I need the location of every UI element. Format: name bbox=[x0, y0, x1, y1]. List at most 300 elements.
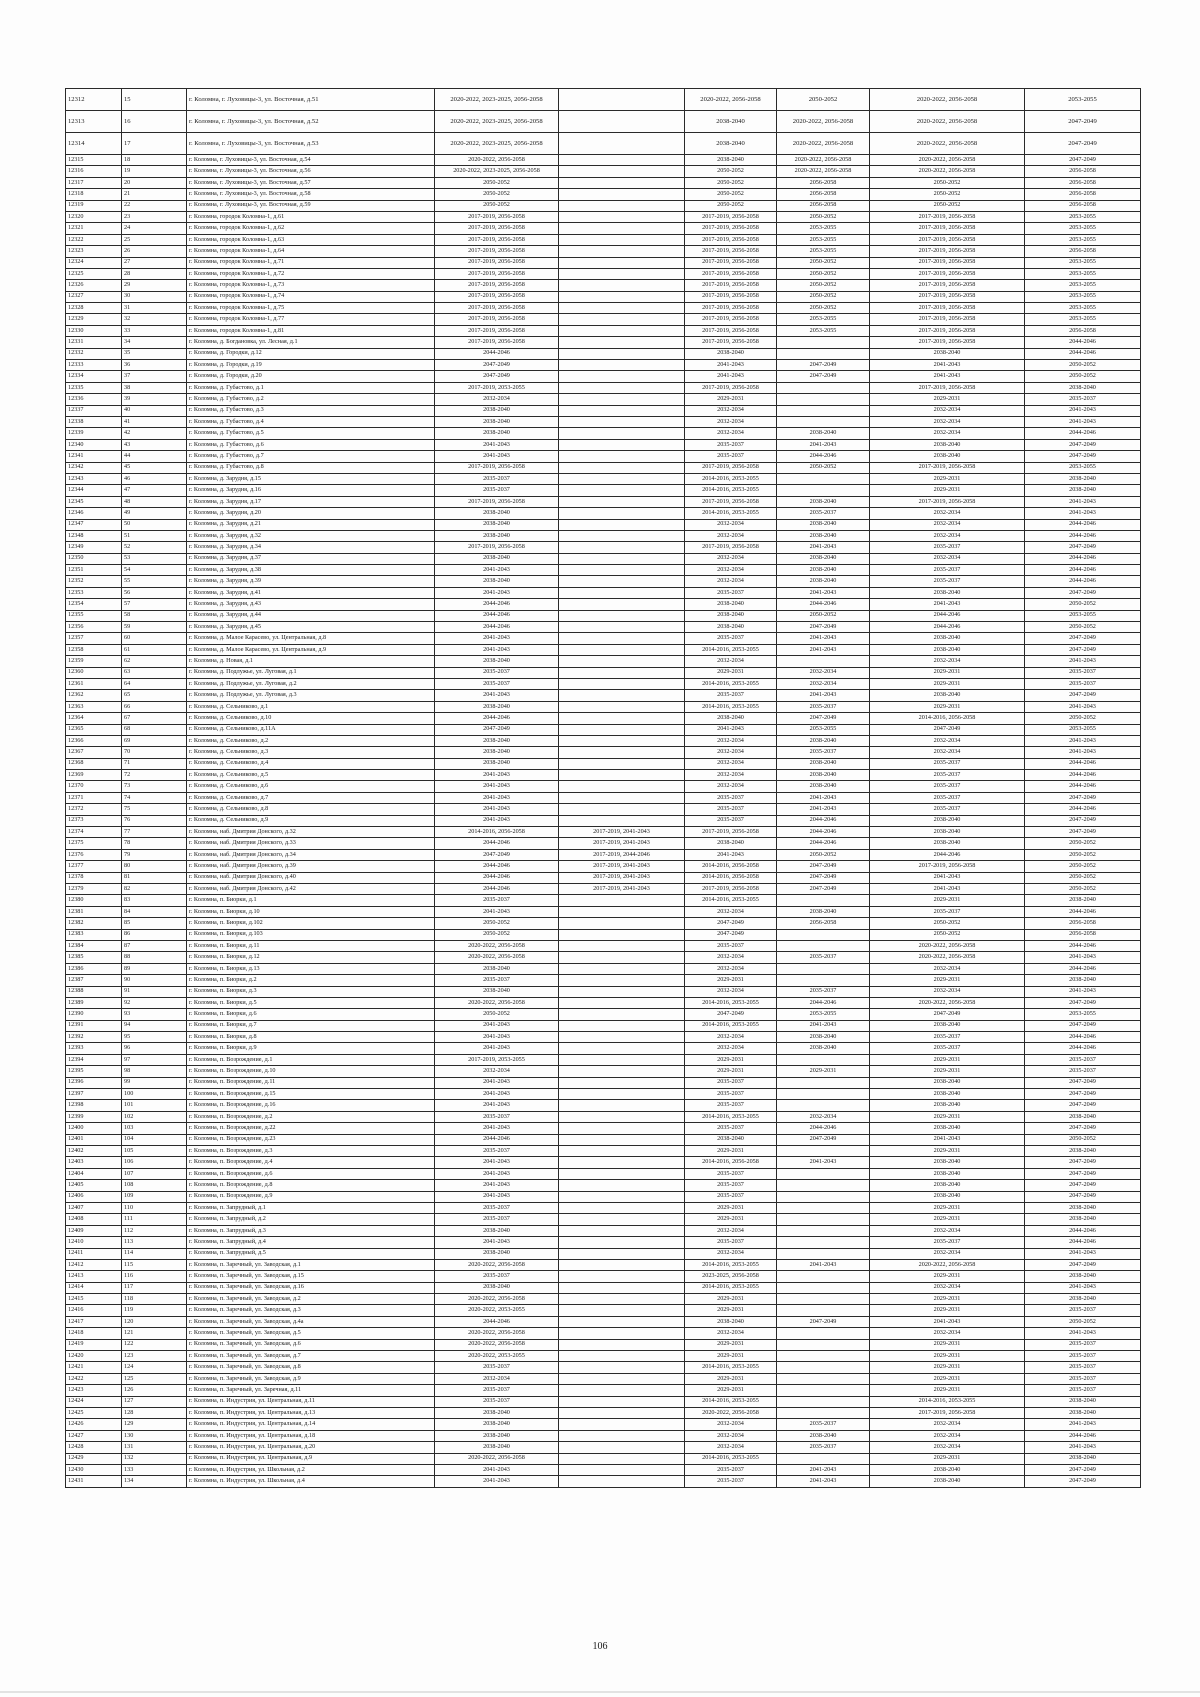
row-id-cell: 12387 bbox=[66, 975, 122, 986]
period-cell-1: 2020-2022, 2023-2025, 2056-2058 bbox=[435, 133, 559, 155]
period-cell-2 bbox=[559, 576, 685, 587]
period-cell-5: 2035-2037 bbox=[870, 1032, 1025, 1043]
period-cell-6: 2047-2049 bbox=[1025, 690, 1141, 701]
row-number-cell: 51 bbox=[122, 530, 187, 541]
row-number-cell: 107 bbox=[122, 1168, 187, 1179]
period-cell-6: 2056-2058 bbox=[1025, 200, 1141, 211]
period-cell-5: 2020-2022, 2056-2058 bbox=[870, 133, 1025, 155]
period-cell-5: 2017-2019, 2056-2058 bbox=[870, 303, 1025, 314]
period-cell-6: 2038-2040 bbox=[1025, 1111, 1141, 1122]
address-cell: г. Коломна, г. Луховицы-3, ул. Восточная, д.56 bbox=[187, 166, 435, 177]
period-cell-2 bbox=[559, 473, 685, 484]
period-cell-6: 2050-2052 bbox=[1025, 1134, 1141, 1145]
row-id-cell: 12318 bbox=[66, 189, 122, 200]
row-number-cell: 22 bbox=[122, 200, 187, 211]
table-row bbox=[66, 234, 1141, 245]
table-row bbox=[66, 610, 1141, 621]
row-id-cell: 12336 bbox=[66, 394, 122, 405]
period-cell-6: 2044-2046 bbox=[1025, 906, 1141, 917]
period-cell-1: 2041-2043 bbox=[435, 792, 559, 803]
address-cell: г. Коломна, п. Заречный, ул. Заводская, д.2 bbox=[187, 1294, 435, 1305]
row-number-cell: 90 bbox=[122, 975, 187, 986]
period-cell-1: 2020-2022, 2056-2058 bbox=[435, 952, 559, 963]
row-number-cell: 35 bbox=[122, 348, 187, 359]
period-cell-4: 2038-2040 bbox=[777, 576, 870, 587]
period-cell-2 bbox=[559, 656, 685, 667]
period-cell-1: 2038-2040 bbox=[435, 416, 559, 427]
table-row bbox=[66, 827, 1141, 838]
period-cell-4: 2056-2058 bbox=[777, 200, 870, 211]
row-id-cell: 12355 bbox=[66, 610, 122, 621]
period-cell-4: 2041-2043 bbox=[777, 792, 870, 803]
period-cell-4: 2035-2037 bbox=[777, 986, 870, 997]
table-row bbox=[66, 1362, 1141, 1373]
period-cell-2 bbox=[559, 1089, 685, 1100]
period-cell-5: 2020-2022, 2056-2058 bbox=[870, 155, 1025, 166]
period-cell-3: 2032-2034 bbox=[685, 758, 777, 769]
row-id-cell: 12397 bbox=[66, 1089, 122, 1100]
period-cell-5: 2017-2019, 2056-2058 bbox=[870, 382, 1025, 393]
period-cell-1: 2020-2022, 2056-2058 bbox=[435, 940, 559, 951]
period-cell-3: 2029-2031 bbox=[685, 1385, 777, 1396]
address-cell: г. Коломна, д. Губастово, д.1 bbox=[187, 382, 435, 393]
period-cell-6: 2041-2043 bbox=[1025, 405, 1141, 416]
period-cell-1: 2038-2040 bbox=[435, 1225, 559, 1236]
row-id-cell: 12365 bbox=[66, 724, 122, 735]
period-cell-4: 2053-2055 bbox=[777, 223, 870, 234]
period-cell-6: 2044-2046 bbox=[1025, 348, 1141, 359]
address-cell: г. Коломна, г. Луховицы-3, ул. Восточная, д.58 bbox=[187, 189, 435, 200]
period-cell-6: 2047-2049 bbox=[1025, 1476, 1141, 1487]
period-cell-5: 2032-2034 bbox=[870, 747, 1025, 758]
period-cell-1: 2041-2043 bbox=[435, 1089, 559, 1100]
address-cell: г. Коломна, городок Коломна-1, д.63 bbox=[187, 234, 435, 245]
period-cell-3: 2014-2016, 2056-2058 bbox=[685, 1157, 777, 1168]
table-row bbox=[66, 155, 1141, 166]
period-cell-2 bbox=[559, 1305, 685, 1316]
period-cell-6: 2044-2046 bbox=[1025, 1225, 1141, 1236]
period-cell-4: 2041-2043 bbox=[777, 644, 870, 655]
period-cell-3: 2032-2034 bbox=[685, 656, 777, 667]
period-cell-1: 2050-2052 bbox=[435, 929, 559, 940]
address-cell: г. Коломна, д. Богдановка, ул. Лесная, д.1 bbox=[187, 337, 435, 348]
period-cell-4: 2047-2049 bbox=[777, 1316, 870, 1327]
row-id-cell: 12363 bbox=[66, 701, 122, 712]
period-cell-2 bbox=[559, 1054, 685, 1065]
row-number-cell: 44 bbox=[122, 451, 187, 462]
period-cell-3: 2017-2019, 2056-2058 bbox=[685, 884, 777, 895]
row-number-cell: 106 bbox=[122, 1157, 187, 1168]
period-cell-2 bbox=[559, 200, 685, 211]
period-cell-5: 2017-2019, 2056-2058 bbox=[870, 337, 1025, 348]
period-cell-2: 2017-2019, 2041-2043 bbox=[559, 838, 685, 849]
period-cell-2 bbox=[559, 1396, 685, 1407]
period-cell-6: 2047-2049 bbox=[1025, 997, 1141, 1008]
period-cell-1: 2038-2040 bbox=[435, 530, 559, 541]
period-cell-4: 2038-2040 bbox=[777, 519, 870, 530]
period-cell-4: 2044-2046 bbox=[777, 815, 870, 826]
row-number-cell: 115 bbox=[122, 1259, 187, 1270]
table-row bbox=[66, 451, 1141, 462]
period-cell-6: 2047-2049 bbox=[1025, 1464, 1141, 1475]
period-cell-1: 2020-2022, 2023-2025, 2056-2058 bbox=[435, 111, 559, 133]
period-cell-3: 2014-2016, 2053-2055 bbox=[685, 1259, 777, 1270]
period-cell-4 bbox=[777, 1100, 870, 1111]
address-cell: г. Коломна, наб. Дмитрия Донского, д.40 bbox=[187, 872, 435, 883]
period-cell-6: 2050-2052 bbox=[1025, 713, 1141, 724]
period-cell-2 bbox=[559, 234, 685, 245]
period-cell-3: 2035-2037 bbox=[685, 439, 777, 450]
period-cell-4 bbox=[777, 1214, 870, 1225]
row-number-cell: 116 bbox=[122, 1271, 187, 1282]
period-cell-1: 2017-2019, 2056-2058 bbox=[435, 291, 559, 302]
address-cell: г. Коломна, п. Биорки, д.7 bbox=[187, 1020, 435, 1031]
address-cell: г. Коломна, п. Запрудный, д.2 bbox=[187, 1214, 435, 1225]
row-id-cell: 12357 bbox=[66, 633, 122, 644]
table-row bbox=[66, 861, 1141, 872]
address-cell: г. Коломна, п. Индустрия, ул. Центральная, д.20 bbox=[187, 1442, 435, 1453]
row-id-cell: 12373 bbox=[66, 815, 122, 826]
address-cell: г. Коломна, п. Запрудный, д.4 bbox=[187, 1237, 435, 1248]
period-cell-5: 2029-2031 bbox=[870, 1351, 1025, 1362]
period-cell-1: 2017-2019, 2056-2058 bbox=[435, 542, 559, 553]
period-cell-1: 2044-2046 bbox=[435, 713, 559, 724]
address-cell: г. Коломна, д. Сельниково, д.6 bbox=[187, 781, 435, 792]
address-cell: г. Коломна, городок Коломна-1, д.73 bbox=[187, 280, 435, 291]
period-cell-1: 2017-2019, 2056-2058 bbox=[435, 280, 559, 291]
period-cell-1: 2035-2037 bbox=[435, 667, 559, 678]
table-row bbox=[66, 735, 1141, 746]
address-cell: г. Коломна, д. Зарудня, д.15 bbox=[187, 473, 435, 484]
period-cell-4 bbox=[777, 1373, 870, 1384]
period-cell-6: 2050-2052 bbox=[1025, 1316, 1141, 1327]
address-cell: г. Коломна, п. Запрудный, д.3 bbox=[187, 1225, 435, 1236]
row-number-cell: 32 bbox=[122, 314, 187, 325]
period-cell-5: 2017-2019, 2056-2058 bbox=[870, 291, 1025, 302]
row-id-cell: 12323 bbox=[66, 246, 122, 257]
register-table bbox=[65, 88, 1141, 1488]
period-cell-1: 2044-2046 bbox=[435, 1134, 559, 1145]
period-cell-3: 2038-2040 bbox=[685, 155, 777, 166]
period-cell-2 bbox=[559, 1339, 685, 1350]
period-cell-6: 2050-2052 bbox=[1025, 849, 1141, 860]
address-cell: г. Коломна, п. Заречный, ул. Заводская, д.8 bbox=[187, 1362, 435, 1373]
period-cell-2 bbox=[559, 519, 685, 530]
period-cell-2: 2017-2019, 2041-2043 bbox=[559, 872, 685, 883]
period-cell-1: 2050-2052 bbox=[435, 177, 559, 188]
period-cell-6: 2038-2040 bbox=[1025, 1407, 1141, 1418]
address-cell: г. Коломна, п. Заречный, ул. Заводская, д.6 bbox=[187, 1339, 435, 1350]
period-cell-4: 2041-2043 bbox=[777, 1157, 870, 1168]
row-id-cell: 12344 bbox=[66, 485, 122, 496]
table-row bbox=[66, 1351, 1141, 1362]
row-number-cell: 50 bbox=[122, 519, 187, 530]
period-cell-4: 2020-2022, 2056-2058 bbox=[777, 111, 870, 133]
period-cell-3: 2032-2034 bbox=[685, 747, 777, 758]
table-row bbox=[66, 462, 1141, 473]
period-cell-5: 2050-2052 bbox=[870, 200, 1025, 211]
period-cell-6: 2047-2049 bbox=[1025, 1077, 1141, 1088]
period-cell-2 bbox=[559, 405, 685, 416]
address-cell: г. Коломна, д. Губастово, д.7 bbox=[187, 451, 435, 462]
period-cell-2 bbox=[559, 1271, 685, 1282]
period-cell-3: 2014-2016, 2053-2055 bbox=[685, 1453, 777, 1464]
period-cell-4 bbox=[777, 1396, 870, 1407]
period-cell-2 bbox=[559, 189, 685, 200]
period-cell-1: 2017-2019, 2053-2055 bbox=[435, 382, 559, 393]
period-cell-2 bbox=[559, 667, 685, 678]
address-cell: г. Коломна, д. Зарудня, д.21 bbox=[187, 519, 435, 530]
row-number-cell: 55 bbox=[122, 576, 187, 587]
table-row bbox=[66, 656, 1141, 667]
period-cell-4 bbox=[777, 656, 870, 667]
row-number-cell: 45 bbox=[122, 462, 187, 473]
table-row bbox=[66, 667, 1141, 678]
address-cell: г. Коломна, п. Биорки, д.6 bbox=[187, 1009, 435, 1020]
period-cell-5: 2032-2034 bbox=[870, 735, 1025, 746]
period-cell-3: 2014-2016, 2053-2055 bbox=[685, 1111, 777, 1122]
row-id-cell: 12369 bbox=[66, 770, 122, 781]
period-cell-6: 2044-2046 bbox=[1025, 770, 1141, 781]
period-cell-2 bbox=[559, 690, 685, 701]
row-number-cell: 121 bbox=[122, 1328, 187, 1339]
period-cell-2 bbox=[559, 1373, 685, 1384]
period-cell-4: 2053-2055 bbox=[777, 1009, 870, 1020]
period-cell-6: 2050-2052 bbox=[1025, 884, 1141, 895]
period-cell-6: 2041-2043 bbox=[1025, 747, 1141, 758]
row-number-cell: 82 bbox=[122, 884, 187, 895]
period-cell-5: 2035-2037 bbox=[870, 781, 1025, 792]
row-number-cell: 27 bbox=[122, 257, 187, 268]
address-cell: г. Коломна, п. Заречный, ул. Заводская, д.7 bbox=[187, 1351, 435, 1362]
row-id-cell: 12371 bbox=[66, 792, 122, 803]
row-id-cell: 12335 bbox=[66, 382, 122, 393]
period-cell-4: 2038-2040 bbox=[777, 530, 870, 541]
period-cell-4 bbox=[777, 929, 870, 940]
address-cell: г. Коломна, п. Возрождение, д.2 bbox=[187, 1111, 435, 1122]
address-cell: г. Коломна, д. Подлужье, ул. Луговая, д.1 bbox=[187, 667, 435, 678]
period-cell-3: 2035-2037 bbox=[685, 1168, 777, 1179]
period-cell-4: 2038-2040 bbox=[777, 1043, 870, 1054]
period-cell-1: 2050-2052 bbox=[435, 200, 559, 211]
period-cell-4: 2032-2034 bbox=[777, 667, 870, 678]
period-cell-1: 2050-2052 bbox=[435, 1009, 559, 1020]
period-cell-6: 2038-2040 bbox=[1025, 1294, 1141, 1305]
period-cell-1: 2041-2043 bbox=[435, 633, 559, 644]
period-cell-4: 2035-2037 bbox=[777, 1419, 870, 1430]
period-cell-5: 2029-2031 bbox=[870, 1305, 1025, 1316]
period-cell-1: 2017-2019, 2056-2058 bbox=[435, 314, 559, 325]
address-cell: г. Коломна, д. Зарудня, д.16 bbox=[187, 485, 435, 496]
period-cell-1: 2038-2040 bbox=[435, 656, 559, 667]
row-id-cell: 12422 bbox=[66, 1373, 122, 1384]
period-cell-6: 2035-2037 bbox=[1025, 1373, 1141, 1384]
period-cell-1: 2020-2022, 2053-2055 bbox=[435, 1305, 559, 1316]
row-id-cell: 12413 bbox=[66, 1271, 122, 1282]
period-cell-6: 2044-2046 bbox=[1025, 576, 1141, 587]
row-id-cell: 12406 bbox=[66, 1191, 122, 1202]
period-cell-1: 2041-2043 bbox=[435, 1020, 559, 1031]
row-id-cell: 12315 bbox=[66, 155, 122, 166]
row-number-cell: 29 bbox=[122, 280, 187, 291]
period-cell-1: 2038-2040 bbox=[435, 986, 559, 997]
table-row bbox=[66, 1225, 1141, 1236]
period-cell-4: 2056-2058 bbox=[777, 918, 870, 929]
row-id-cell: 12322 bbox=[66, 234, 122, 245]
period-cell-6: 2056-2058 bbox=[1025, 189, 1141, 200]
row-id-cell: 12352 bbox=[66, 576, 122, 587]
period-cell-5: 2032-2034 bbox=[870, 1419, 1025, 1430]
period-cell-3: 2017-2019, 2056-2058 bbox=[685, 280, 777, 291]
period-cell-4 bbox=[777, 1453, 870, 1464]
period-cell-5: 2014-2016, 2053-2055 bbox=[870, 1396, 1025, 1407]
period-cell-5: 2038-2040 bbox=[870, 690, 1025, 701]
period-cell-6: 2044-2046 bbox=[1025, 428, 1141, 439]
period-cell-4 bbox=[777, 975, 870, 986]
address-cell: г. Коломна, п. Биорки, д.103 bbox=[187, 929, 435, 940]
period-cell-2 bbox=[559, 906, 685, 917]
table-row bbox=[66, 724, 1141, 735]
row-number-cell: 68 bbox=[122, 724, 187, 735]
row-id-cell: 12348 bbox=[66, 530, 122, 541]
row-id-cell: 12362 bbox=[66, 690, 122, 701]
table-row bbox=[66, 211, 1141, 222]
row-id-cell: 12431 bbox=[66, 1476, 122, 1487]
period-cell-1: 2038-2040 bbox=[435, 1248, 559, 1259]
period-cell-1: 2032-2034 bbox=[435, 1373, 559, 1384]
period-cell-4: 2041-2043 bbox=[777, 587, 870, 598]
period-cell-5: 2038-2040 bbox=[870, 348, 1025, 359]
address-cell: г. Коломна, п. Запрудный, д.1 bbox=[187, 1202, 435, 1213]
table-row bbox=[66, 599, 1141, 610]
period-cell-6: 2053-2055 bbox=[1025, 257, 1141, 268]
period-cell-6: 2047-2049 bbox=[1025, 439, 1141, 450]
address-cell: г. Коломна, п. Биорки, д.8 bbox=[187, 1032, 435, 1043]
table-row bbox=[66, 1237, 1141, 1248]
period-cell-1: 2038-2040 bbox=[435, 735, 559, 746]
row-id-cell: 12376 bbox=[66, 849, 122, 860]
period-cell-1: 2044-2046 bbox=[435, 622, 559, 633]
table-row bbox=[66, 895, 1141, 906]
row-number-cell: 57 bbox=[122, 599, 187, 610]
address-cell: г. Коломна, п. Возрождение, д.3 bbox=[187, 1145, 435, 1156]
row-id-cell: 12316 bbox=[66, 166, 122, 177]
row-id-cell: 12389 bbox=[66, 997, 122, 1008]
period-cell-1: 2041-2043 bbox=[435, 815, 559, 826]
period-cell-4 bbox=[777, 1305, 870, 1316]
table-row bbox=[66, 1054, 1141, 1065]
period-cell-2 bbox=[559, 1043, 685, 1054]
period-cell-2 bbox=[559, 975, 685, 986]
table-row bbox=[66, 849, 1141, 860]
period-cell-3: 2038-2040 bbox=[685, 111, 777, 133]
period-cell-4: 2050-2052 bbox=[777, 280, 870, 291]
period-cell-4: 2053-2055 bbox=[777, 246, 870, 257]
address-cell: г. Коломна, г. Луховицы-3, ул. Восточная, д.54 bbox=[187, 155, 435, 166]
period-cell-6: 2044-2046 bbox=[1025, 565, 1141, 576]
period-cell-2 bbox=[559, 360, 685, 371]
period-cell-2 bbox=[559, 1294, 685, 1305]
period-cell-6: 2053-2055 bbox=[1025, 268, 1141, 279]
address-cell: г. Коломна, д. Сельниково, д.9 bbox=[187, 815, 435, 826]
period-cell-3: 2035-2037 bbox=[685, 451, 777, 462]
period-cell-3: 2038-2040 bbox=[685, 1134, 777, 1145]
period-cell-5: 2017-2019, 2056-2058 bbox=[870, 462, 1025, 473]
period-cell-6: 2053-2055 bbox=[1025, 610, 1141, 621]
period-cell-2 bbox=[559, 1476, 685, 1487]
address-cell: г. Коломна, п. Индустрия, ул. Центральная, д.18 bbox=[187, 1430, 435, 1441]
period-cell-2 bbox=[559, 1191, 685, 1202]
period-cell-2 bbox=[559, 1145, 685, 1156]
period-cell-4 bbox=[777, 1077, 870, 1088]
period-cell-5: 2050-2052 bbox=[870, 929, 1025, 940]
row-id-cell: 12377 bbox=[66, 861, 122, 872]
period-cell-1: 2047-2049 bbox=[435, 371, 559, 382]
period-cell-3: 2017-2019, 2056-2058 bbox=[685, 462, 777, 473]
period-cell-4: 2035-2037 bbox=[777, 1442, 870, 1453]
table-row bbox=[66, 314, 1141, 325]
period-cell-1: 2044-2046 bbox=[435, 599, 559, 610]
period-cell-5: 2032-2034 bbox=[870, 405, 1025, 416]
period-cell-3: 2014-2016, 2053-2055 bbox=[685, 485, 777, 496]
row-id-cell: 12329 bbox=[66, 314, 122, 325]
period-cell-2 bbox=[559, 929, 685, 940]
period-cell-5: 2035-2037 bbox=[870, 1237, 1025, 1248]
period-cell-5: 2029-2031 bbox=[870, 1373, 1025, 1384]
period-cell-1: 2032-2034 bbox=[435, 394, 559, 405]
row-id-cell: 12314 bbox=[66, 133, 122, 155]
period-cell-2 bbox=[559, 451, 685, 462]
period-cell-3: 2032-2034 bbox=[685, 963, 777, 974]
period-cell-6: 2035-2037 bbox=[1025, 1351, 1141, 1362]
row-number-cell: 76 bbox=[122, 815, 187, 826]
table-row bbox=[66, 633, 1141, 644]
row-id-cell: 12416 bbox=[66, 1305, 122, 1316]
table-row bbox=[66, 838, 1141, 849]
address-cell: г. Коломна, д. Сельниково, д.8 bbox=[187, 804, 435, 815]
period-cell-3: 2035-2037 bbox=[685, 1180, 777, 1191]
row-number-cell: 70 bbox=[122, 747, 187, 758]
table-row bbox=[66, 496, 1141, 507]
period-cell-1: 2035-2037 bbox=[435, 1145, 559, 1156]
period-cell-3: 2032-2034 bbox=[685, 576, 777, 587]
table-row bbox=[66, 918, 1141, 929]
period-cell-5: 2029-2031 bbox=[870, 678, 1025, 689]
period-cell-6: 2035-2037 bbox=[1025, 1054, 1141, 1065]
row-number-cell: 49 bbox=[122, 508, 187, 519]
period-cell-4 bbox=[777, 1328, 870, 1339]
address-cell: г. Коломна, городок Коломна-1, д.62 bbox=[187, 223, 435, 234]
period-cell-6: 2047-2049 bbox=[1025, 587, 1141, 598]
period-cell-4: 2035-2037 bbox=[777, 508, 870, 519]
address-cell: г. Коломна, д. Губастово, д.8 bbox=[187, 462, 435, 473]
period-cell-5: 2017-2019, 2056-2058 bbox=[870, 325, 1025, 336]
period-cell-4: 2050-2052 bbox=[777, 211, 870, 222]
address-cell: г. Коломна, д. Зарудня, д.43 bbox=[187, 599, 435, 610]
period-cell-5: 2029-2031 bbox=[870, 701, 1025, 712]
row-number-cell: 52 bbox=[122, 542, 187, 553]
period-cell-5: 2029-2031 bbox=[870, 1214, 1025, 1225]
row-number-cell: 26 bbox=[122, 246, 187, 257]
period-cell-6: 2053-2055 bbox=[1025, 314, 1141, 325]
period-cell-3: 2020-2022, 2056-2058 bbox=[685, 1407, 777, 1418]
row-id-cell: 12405 bbox=[66, 1180, 122, 1191]
period-cell-3: 2050-2052 bbox=[685, 166, 777, 177]
period-cell-4: 2044-2046 bbox=[777, 451, 870, 462]
period-cell-1: 2041-2043 bbox=[435, 1476, 559, 1487]
row-number-cell: 43 bbox=[122, 439, 187, 450]
period-cell-2 bbox=[559, 1020, 685, 1031]
